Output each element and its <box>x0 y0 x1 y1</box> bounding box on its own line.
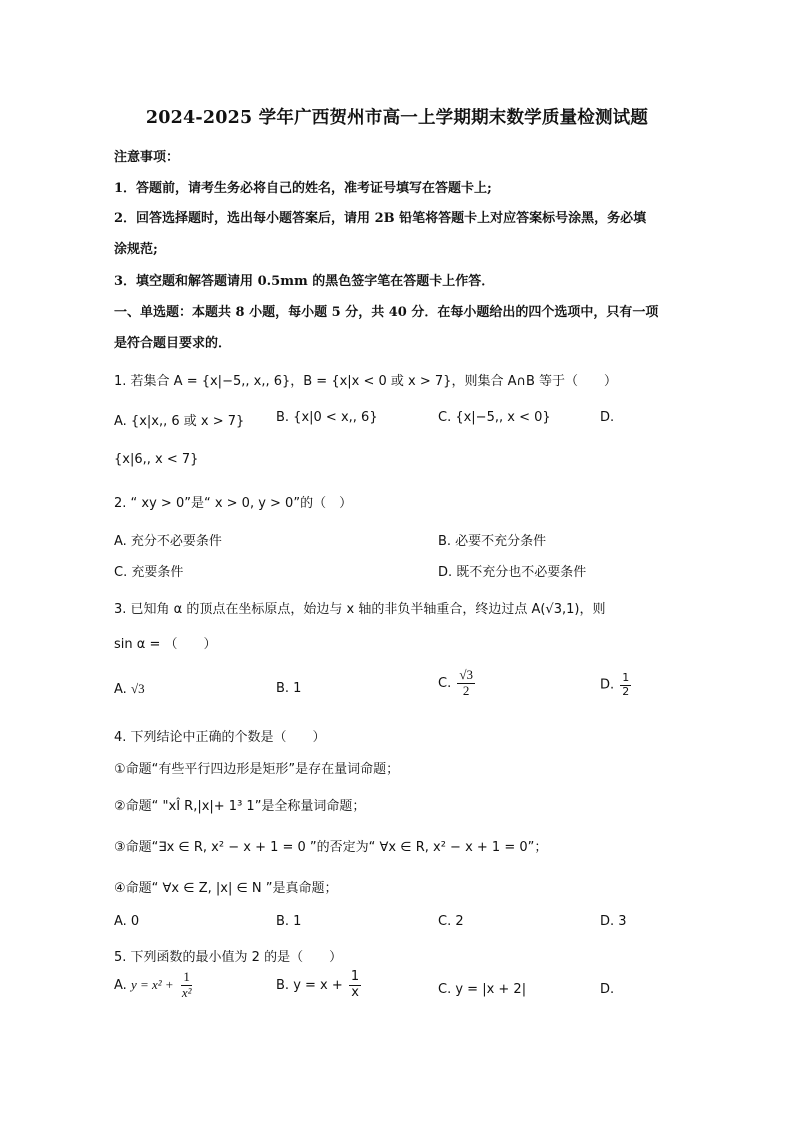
question-2-option-b: B. 必要不充分条件 <box>438 534 547 549</box>
fraction-numerator: √3 <box>459 667 473 682</box>
question-4-statement-1: ①命题“有些平行四边形是矩形”是存在量词命题； <box>114 762 400 777</box>
question-4-stem: 4. 下列结论中正确的个数是（ ） <box>114 730 326 745</box>
question-1-option-d-value: {x|6,, x < 7} <box>114 452 199 467</box>
question-1-option-b: B. {x|0 < x,, 6} <box>276 410 378 425</box>
question-5-option-d: D. <box>600 982 615 997</box>
section-1-heading-line-2: 是符合题目要求的． <box>114 336 232 351</box>
question-4-option-a: A. 0 <box>114 914 140 929</box>
question-3-option-d-fraction <box>620 672 631 698</box>
question-4-option-c: C. 2 <box>438 914 464 929</box>
question-4-option-b: B. 1 <box>276 914 302 929</box>
question-1-option-c: C. {x|−5,, x < 0} <box>438 410 551 425</box>
question-3-option-c <box>438 668 477 699</box>
question-3-option-a <box>114 681 145 697</box>
fraction-denominator: x <box>351 984 359 1000</box>
notice-item-3: 3．填空题和解答题请用 0.5mm 的黑色签字笔在答题卡上作答． <box>114 274 495 289</box>
question-5-option-a-label: A. <box>114 977 127 993</box>
question-4-statement-2: ②命题“ "xÎ R,|x|+ 1³ 1”是全称量词命题； <box>114 799 366 814</box>
question-5-option-a-fraction <box>180 970 194 1001</box>
page-title: 2024-2025 学年广西贺州市高一上学期期末数学质量检测试题 <box>145 108 649 128</box>
question-4-option-d: D. 3 <box>600 914 627 929</box>
question-5-option-b-fraction <box>349 970 361 1001</box>
question-3-option-b: B. 1 <box>276 681 302 696</box>
fraction-numerator: 1 <box>622 671 630 684</box>
question-5-option-b-label: B. <box>276 977 290 993</box>
fraction-denominator: x² <box>181 984 192 1000</box>
question-2-option-a: A. 充分不必要条件 <box>114 534 222 549</box>
question-5-stem: 5. 下列函数的最小值为 2 的是（ ） <box>114 950 343 965</box>
fraction-numerator: 1 <box>350 969 360 984</box>
question-1-option-d-label: D. <box>600 410 615 425</box>
question-5-option-a-expression: y = x² + <box>130 976 174 992</box>
question-4-statement-4: ④命题“ ∀x ∈ Z, |x| ∈ N ”是真命题； <box>114 881 338 896</box>
notice-item-2-line-2: 涂规范; <box>114 242 158 257</box>
question-3-stem-line-1: 3. 已知角 α 的顶点在坐标原点，始边与 x 轴的非负半轴重合，终边过点 A(√3,1)，则 <box>114 602 606 617</box>
question-4-statement-3: ③命题“∃x ∈ R, x² − x + 1 = 0 ”的否定为“ ∀x ∈ R, x² − x + 1 = 0”； <box>114 840 548 855</box>
question-5-option-a <box>114 970 195 1001</box>
section-1-heading-line-1: 一、单选题：本题共 8 小题，每小题 5 分，共 40 分．在每小题给出的四个选项中，只有一项 <box>114 305 659 320</box>
fraction-denominator: 2 <box>622 684 630 698</box>
fraction-numerator: 1 <box>183 969 190 984</box>
question-2-option-d: D. 既不充分也不必要条件 <box>438 565 587 580</box>
question-5-option-b-expression: y = x + <box>293 977 343 993</box>
question-5-option-b <box>276 970 363 1001</box>
question-3-option-c-fraction <box>457 668 475 699</box>
question-3-option-d-label: D. <box>600 677 615 693</box>
notice-item-1: 1．答题前，请考生务必将自己的姓名，准考证号填写在答题卡上; <box>114 181 492 196</box>
question-2-stem: 2. “ xy > 0”是“ x > 0, y > 0”的（ ） <box>114 496 353 511</box>
question-2-option-c: C. 充要条件 <box>114 565 184 580</box>
question-1-stem: 1. 若集合 A = {x|−5,, x,, 6}，B = {x|x < 0 或 x > 7}，则集合 A∩B 等于（ ） <box>114 374 618 389</box>
question-5-option-c: C. y = |x + 2| <box>438 982 527 997</box>
question-3-stem-line-2: sin α = （ ） <box>114 637 217 652</box>
notice-heading: 注意事项： <box>114 150 180 165</box>
question-3-option-a-label: A. <box>114 682 127 697</box>
notice-item-2-line-1: 2．回答选择题时，选出每小题答案后，请用 2B 铅笔将答题卡上对应答案标号涂黑，务必填 <box>114 211 647 226</box>
question-3-option-d <box>600 672 633 698</box>
question-3-option-c-label: C. <box>438 675 452 691</box>
question-3-option-a-value: √3 <box>130 681 145 696</box>
question-1-option-a: A. {x|x,, 6 或 x > 7} <box>114 414 245 429</box>
fraction-denominator: 2 <box>462 682 470 698</box>
